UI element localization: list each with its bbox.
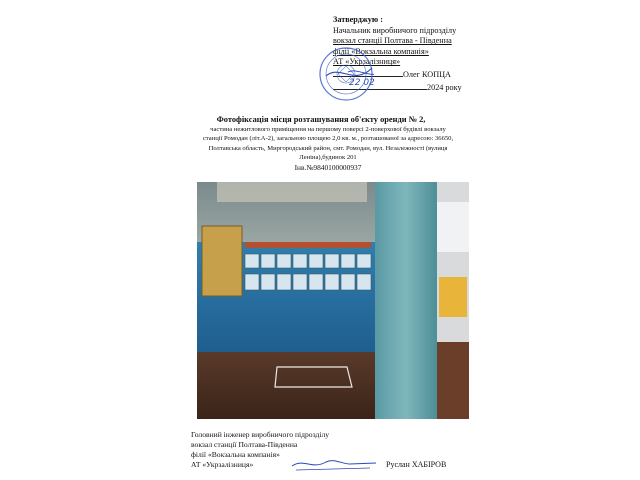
engineer-branch: філії «Вокзальна компанія»	[191, 450, 280, 459]
approval-company: АТ «Укрзалізниця»	[333, 57, 401, 67]
engineer-signature	[290, 452, 380, 474]
desc-line-3: Полтавська область, Миргородський район, смт. Ромодан, вул. Незалежності (вулиця	[208, 144, 448, 152]
desc-line-2: станції Ромодан (літ.А-2), загальною площею 2,0 кв. м., розташованої за адресою: 36650,	[202, 135, 454, 143]
approval-signer: Олег КОПЦА	[403, 69, 451, 79]
engineer-signer: Руслан ХАБІРОВ	[386, 460, 447, 469]
document-description	[188, 125, 468, 172]
approval-title: Затверджую :	[333, 15, 383, 24]
document-title: Фотофіксація місця розташування об'єкту оренди № 2,	[216, 115, 426, 124]
approval-branch: філії «Вокзальна компанія»	[333, 46, 429, 56]
official-stamp	[318, 46, 374, 102]
handwritten-date: 22 02	[349, 77, 375, 88]
approval-block	[333, 15, 633, 93]
premises-photo	[197, 182, 469, 419]
approval-date-line	[333, 77, 633, 94]
desc-line-4: Леніна),будинок 201	[299, 154, 357, 162]
approval-station: вокзал станції Полтава - Південна	[333, 36, 452, 46]
approval-date: 2024 року	[427, 82, 462, 92]
approval-signer-line	[333, 68, 633, 81]
engineer-company: АТ «Укрзалізниця»	[191, 460, 254, 469]
approval-position: Начальник виробничого підрозділу	[333, 25, 457, 35]
desc-line-1: частина нежитлового приміщення на першому поверсі 2-поверхової будівлі вокзалу	[210, 126, 446, 133]
inventory-number: Інв.№9840100000937	[294, 162, 362, 172]
engineer-station: вокзал станції Полтава-Південна	[191, 440, 298, 449]
engineer-position: Головний інженер виробничого підрозділу	[191, 430, 330, 439]
